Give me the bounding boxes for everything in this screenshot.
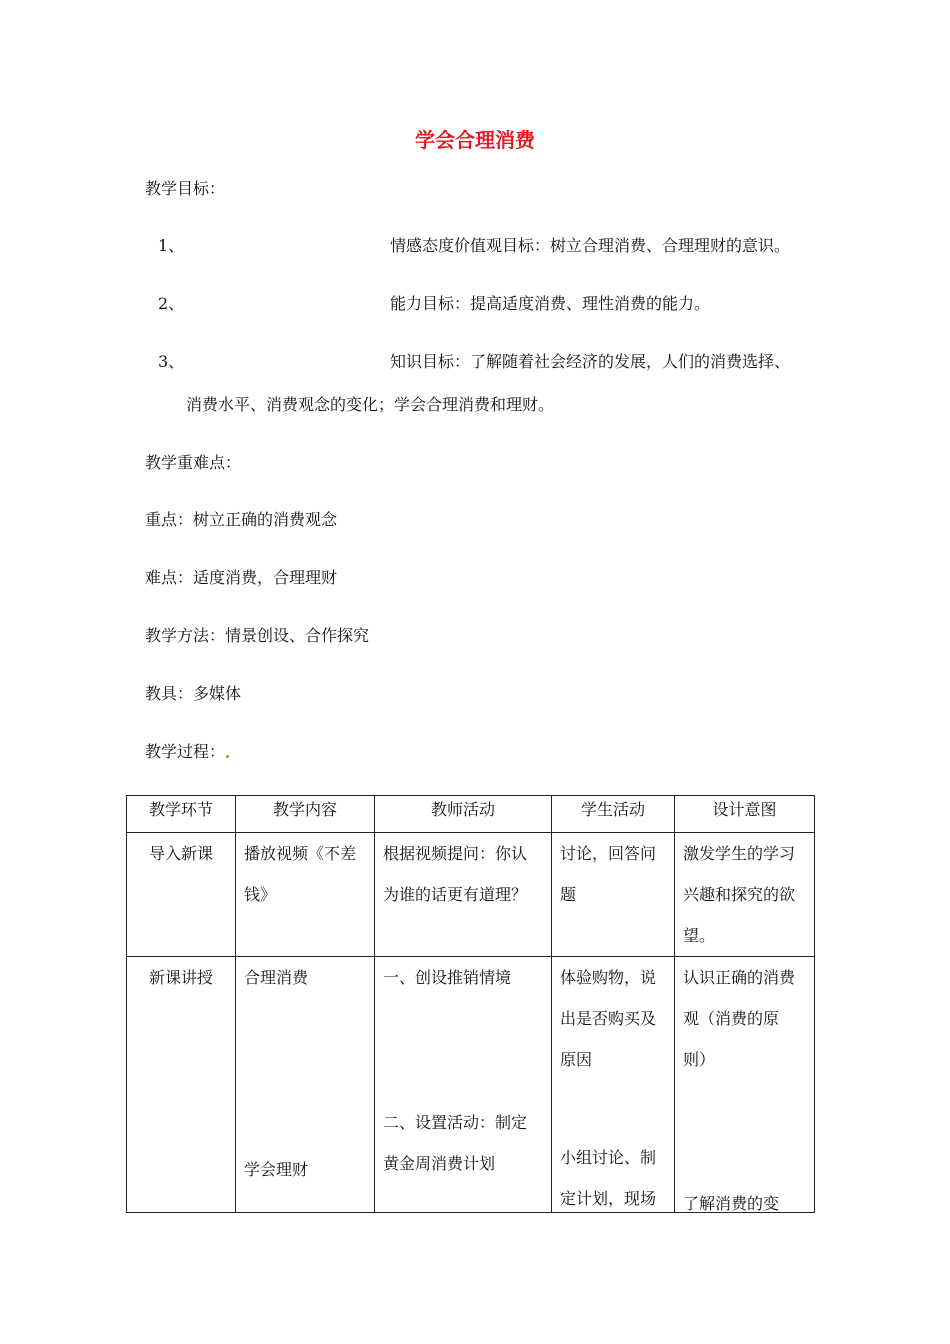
cell-line: 讨论，回答问 xyxy=(560,844,657,863)
table-row xyxy=(127,957,815,1213)
objectives-heading: 教学目标： xyxy=(145,179,226,198)
document-title: 学会合理消费 xyxy=(415,128,535,152)
cell-line: 认识正确的消费 xyxy=(683,968,796,987)
teaching-method: 教学方法：情景创设、合作探究 xyxy=(145,626,370,645)
cell-line: 观（消费的原 xyxy=(683,1009,780,1028)
key-points-heading: 教学重难点： xyxy=(145,453,242,472)
table-header-row xyxy=(127,796,815,833)
header-teacher-activity: 教师活动 xyxy=(375,796,552,833)
teacher-cell xyxy=(375,957,552,1213)
cell-line: 播放视频《不差 xyxy=(244,844,357,863)
cell-line: 了解消费的变 xyxy=(683,1194,780,1213)
objective-3-number: 3、 xyxy=(158,352,185,371)
cell-line: 学会理财 xyxy=(244,1160,309,1179)
teaching-tools: 教具：多媒体 xyxy=(145,684,242,703)
objective-1-text: 情感态度价值观目标：树立合理消费、合理理财的意识。 xyxy=(390,236,791,255)
cell-line: 定计划，现场 xyxy=(560,1189,657,1208)
cell-line: 一、创设推销情境 xyxy=(383,968,512,987)
student-cell xyxy=(552,957,675,1213)
cell-line: 二、设置活动：制定 xyxy=(383,1113,528,1132)
content-cell xyxy=(236,957,375,1213)
cell-line: 激发学生的学习 xyxy=(683,844,796,863)
process-heading-text: 教学过程： xyxy=(145,742,226,761)
cell-line: 体验购物，说 xyxy=(560,968,657,987)
header-student-activity: 学生活动 xyxy=(552,796,675,833)
cell-line: 望。 xyxy=(683,926,716,945)
objective-2-text: 能力目标：提高适度消费、理性消费的能力。 xyxy=(390,294,711,313)
stage-cell: 新课讲授 xyxy=(127,957,236,1213)
cell-line: 为谁的话更有道理？ xyxy=(383,885,528,904)
stray-mark xyxy=(226,755,229,758)
intent-cell xyxy=(675,957,815,1213)
teacher-cell xyxy=(375,833,552,957)
difficult-point: 难点：适度消费，合理理财 xyxy=(145,568,338,587)
cell-line: 题 xyxy=(560,885,577,904)
cell-line: 钱》 xyxy=(244,885,277,904)
lesson-process-table xyxy=(126,795,815,1213)
header-content: 教学内容 xyxy=(236,796,375,833)
stage-cell: 导入新课 xyxy=(127,833,236,957)
student-cell xyxy=(552,833,675,957)
cell-line: 小组讨论、制 xyxy=(560,1148,657,1167)
objective-2-number: 2、 xyxy=(158,294,185,313)
cell-line: 则） xyxy=(683,1050,716,1069)
key-point: 重点：树立正确的消费观念 xyxy=(145,510,338,529)
cell-line: 出是否购买及 xyxy=(560,1009,657,1028)
table-row xyxy=(127,833,815,957)
header-design-intent: 设计意图 xyxy=(675,796,815,833)
cell-line: 黄金周消费计划 xyxy=(383,1154,496,1173)
cell-line: 根据视频提问：你认 xyxy=(383,844,528,863)
cell-line: 合理消费 xyxy=(244,968,309,987)
content-cell xyxy=(236,833,375,957)
intent-cell xyxy=(675,833,815,957)
objective-3-continuation: 消费水平、消费观念的变化；学会合理消费和理财。 xyxy=(186,395,555,414)
cell-line: 兴趣和探究的欲 xyxy=(683,885,796,904)
header-stage: 教学环节 xyxy=(127,796,236,833)
cell-line: 原因 xyxy=(560,1050,593,1069)
objective-1-number: 1、 xyxy=(158,236,185,255)
process-heading xyxy=(145,739,230,762)
objective-3-text: 知识目标：了解随着社会经济的发展，人们的消费选择、 xyxy=(390,352,791,371)
